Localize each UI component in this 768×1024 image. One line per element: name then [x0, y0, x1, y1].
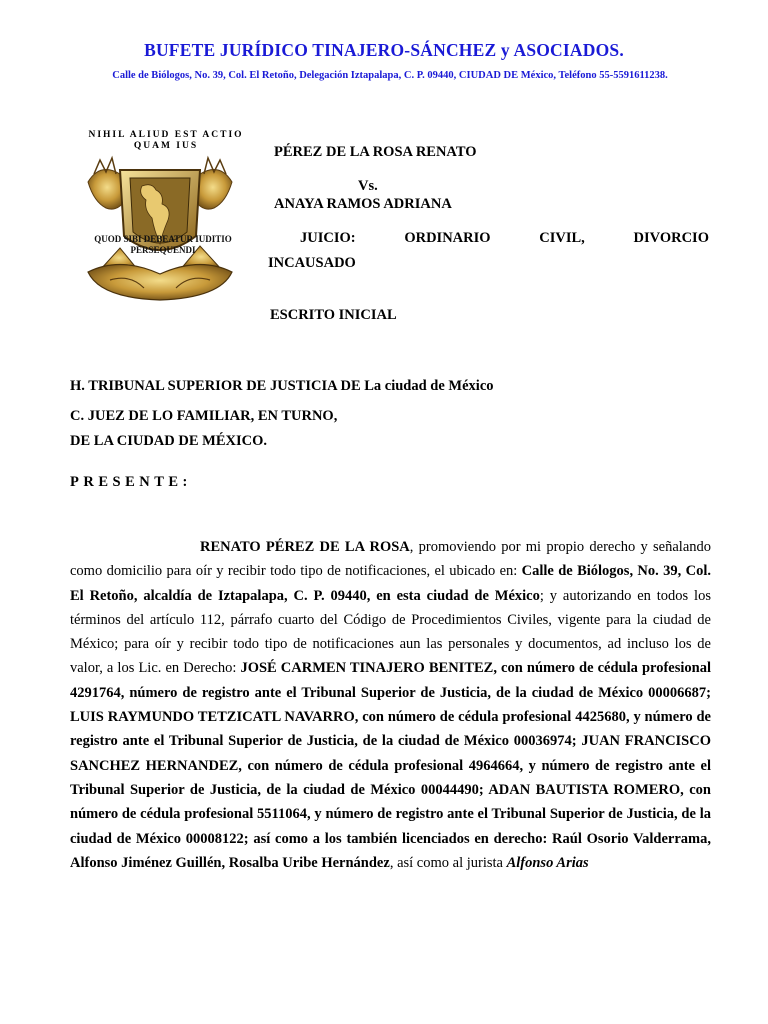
juicio-word-3: DIVORCIO: [633, 230, 709, 246]
body-text-1: , promoviendo por mi propio derecho y señalando como domicilio para oír y recibir todo tipo de notificaciones, el ubicado en:: [70, 539, 712, 580]
seal-motto-top: NIHIL ALIUD EST ACTIO QUAM IUS: [88, 130, 244, 151]
juicio-label: JUICIO:: [300, 230, 356, 246]
addressee-city: DE LA CIUDAD DE MÉXICO.: [70, 433, 267, 449]
domicilio-address: Calle de Biólogos, No. 39, Col. El Retoño, alcaldía de Iztapalapa, C. P. 09440, en esta ciudad de México: [70, 563, 711, 604]
versus-label: Vs.: [358, 178, 378, 194]
juicio-line-2: INCAUSADO: [268, 255, 356, 271]
jurist-name: Alfonso Arias: [506, 854, 589, 871]
defendant-name: ANAYA RAMOS ADRIANA: [274, 196, 452, 212]
juicio-word-2: CIVIL,: [539, 230, 585, 246]
document-type: ESCRITO INICIAL: [270, 307, 397, 323]
promovente-name: RENATO PÉREZ DE LA ROSA: [200, 539, 410, 555]
case-type-block: [268, 226, 709, 276]
seal-motto-bottom: QUOD SIBI DEBEATUR IUDITIO PERSEQUENDI: [94, 234, 232, 255]
letterhead-address: Calle de Biólogos, No. 39, Col. El Retoño, Delegación Iztapalapa, C. P. 09440, CIUDAD DE México, Teléfono 55-5591611238.: [112, 70, 668, 81]
unam-seal-image: [80, 152, 240, 302]
plaintiff-name: PÉREZ DE LA ROSA RENATO: [274, 144, 477, 160]
authorized-lawyers: JOSÉ CARMEN TINAJERO BENITEZ, con número de cédula profesional 4291764, número de registro ante el Tribunal Superior de Justicia, de la ciudad de México 00006687; LUIS RAYMUNDO TETZICATL NAVARRO, con número de cédula profesional 4425680, y número de registro ante el Tribunal Superior de Justicia, de la ciudad de México 00036974; JUAN FRANCISCO SANCHEZ HERNANDEZ, con número de cédula profesional 4964664, y número de registro ante el Tribunal Superior de Justicia, de la ciudad de México 00044490; ADAN BAUTISTA ROMERO, con número de cédula profesional 5511064, y número de registro ante el Tribunal Superior de Justicia, de la ciudad de México 00008122; así como a los también licenciados en derecho: Raúl Osorio Valderrama, Alfonso Jiménez Guillén, Rosalba Uribe Hernández: [70, 660, 711, 871]
body-text-2: ; y autorizando en todos los términos del artículo 112, párrafo cuarto del Código de Procedimientos Civiles, vigente para la ciudad de México; para oír y recibir todo tipo de notificaciones aun las personales y documentos, ad incluso los de valor, a los Lic. en Derecho:: [70, 587, 711, 677]
addressee-judge: C. JUEZ DE LO FAMILIAR, EN TURNO,: [70, 408, 338, 424]
presente-heading: PRESENTE:: [70, 474, 192, 490]
juicio-word-1: ORDINARIO: [404, 230, 491, 246]
letterhead-title: BUFETE JURÍDICO TINAJERO-SÁNCHEZ y ASOCIADOS.: [144, 40, 624, 60]
addressee-court: H. TRIBUNAL SUPERIOR DE JUSTICIA DE La ciudad de México: [70, 378, 494, 394]
body-text-3: , así como al jurista: [389, 854, 507, 871]
body-paragraph: [70, 535, 711, 875]
